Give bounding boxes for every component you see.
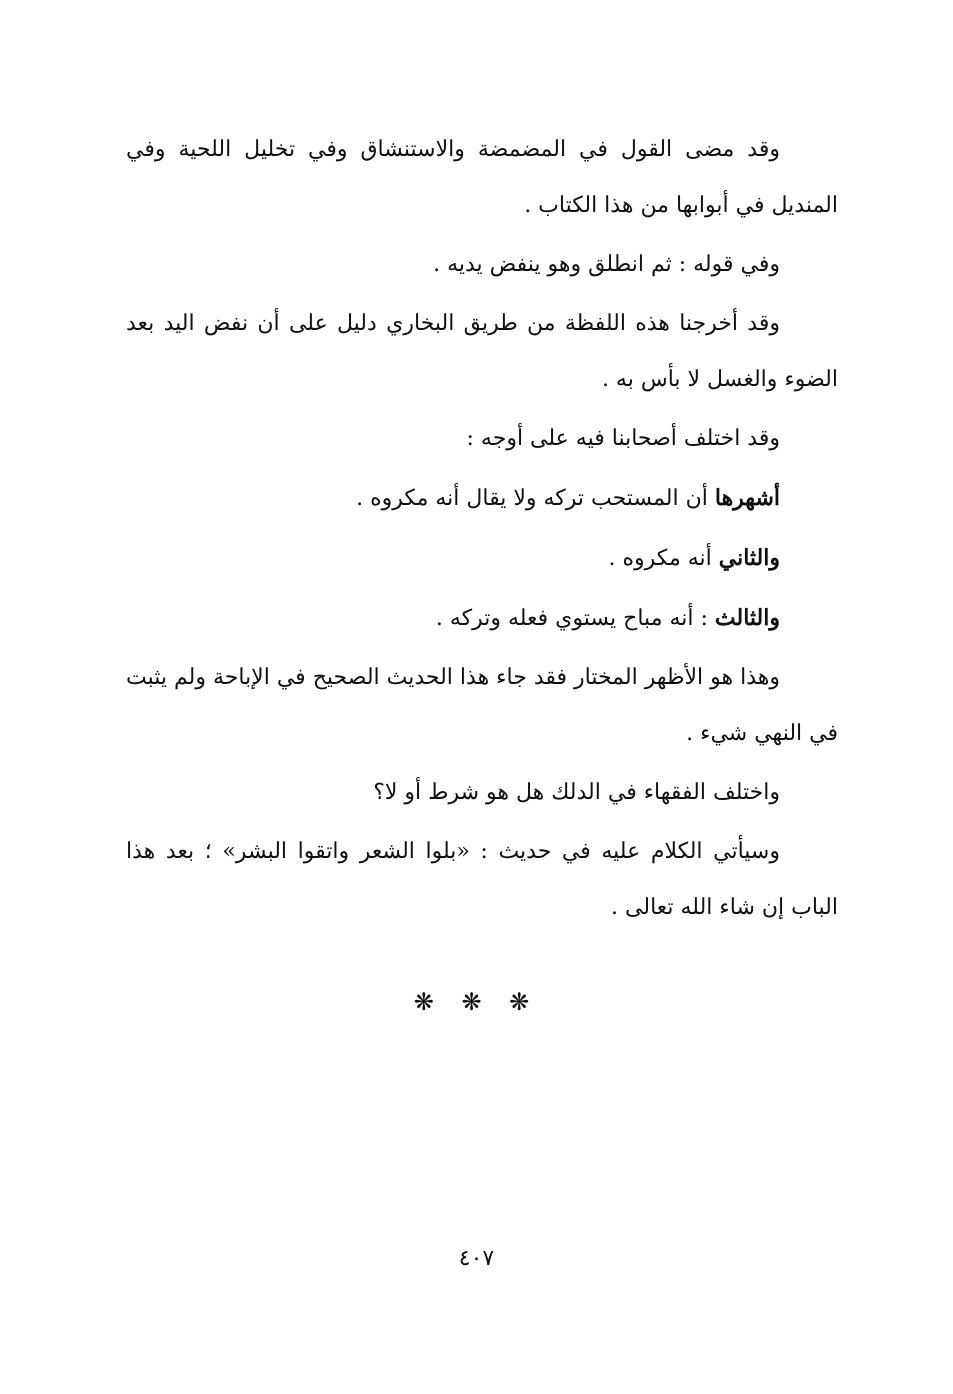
paragraph-text: أنه مكروه .	[608, 546, 719, 571]
paragraph-text: وسيأتي الكلام عليه في حديث : «بلوا الشعر واتقوا البشر» ؛ بعد هذا الباب إن شاء الله تعالى .	[126, 839, 838, 920]
paragraph-text: أن المستحب تركه ولا يقال أنه مكروه .	[356, 486, 715, 511]
paragraph-text: واختلف الفقهاء في الدلك هل هو شرط أو لا؟	[373, 780, 780, 805]
paragraph-text: وقد مضى القول في المضمضة والاستنشاق وفي تخليل اللحية وفي المنديل في أبوابها من هذا الكتاب .	[126, 137, 838, 218]
paragraph	[126, 296, 838, 408]
paragraph	[126, 411, 838, 467]
paragraph-lead-word: والثالث	[714, 605, 780, 631]
page-number: ٤٠٧	[458, 1246, 495, 1271]
paragraph	[126, 765, 838, 821]
paragraph-text: وهذا هو الأظهر المختار فقد جاء هذا الحديث الصحيح في الإباحة ولم يثبت في النهي شيء .	[126, 665, 838, 746]
paragraph-text: : أنه مباح يستوي فعله وتركه .	[435, 606, 715, 631]
paragraph	[126, 237, 838, 293]
paragraph-lead-word: والثاني	[718, 545, 780, 571]
paragraph-lead-word: أشهرها	[714, 485, 780, 511]
paragraph-text: وفي قوله : ثم انطلق وهو ينفض يديه .	[433, 252, 780, 277]
paragraph	[126, 650, 838, 762]
paragraph	[126, 122, 838, 234]
paragraph	[126, 470, 838, 527]
body-text	[126, 122, 838, 939]
paragraph	[126, 530, 838, 587]
section-separator: ❋ ❋ ❋	[413, 988, 540, 1016]
paragraph-text: وقد أخرجنا هذه اللفظة من طريق البخاري دليل على أن نفض اليد بعد الضوء والغسل لا بأس به .	[126, 311, 838, 392]
paragraph	[126, 590, 838, 647]
paragraph	[126, 824, 838, 936]
paragraph-text: وقد اختلف أصحابنا فيه على أوجه :	[466, 426, 780, 451]
